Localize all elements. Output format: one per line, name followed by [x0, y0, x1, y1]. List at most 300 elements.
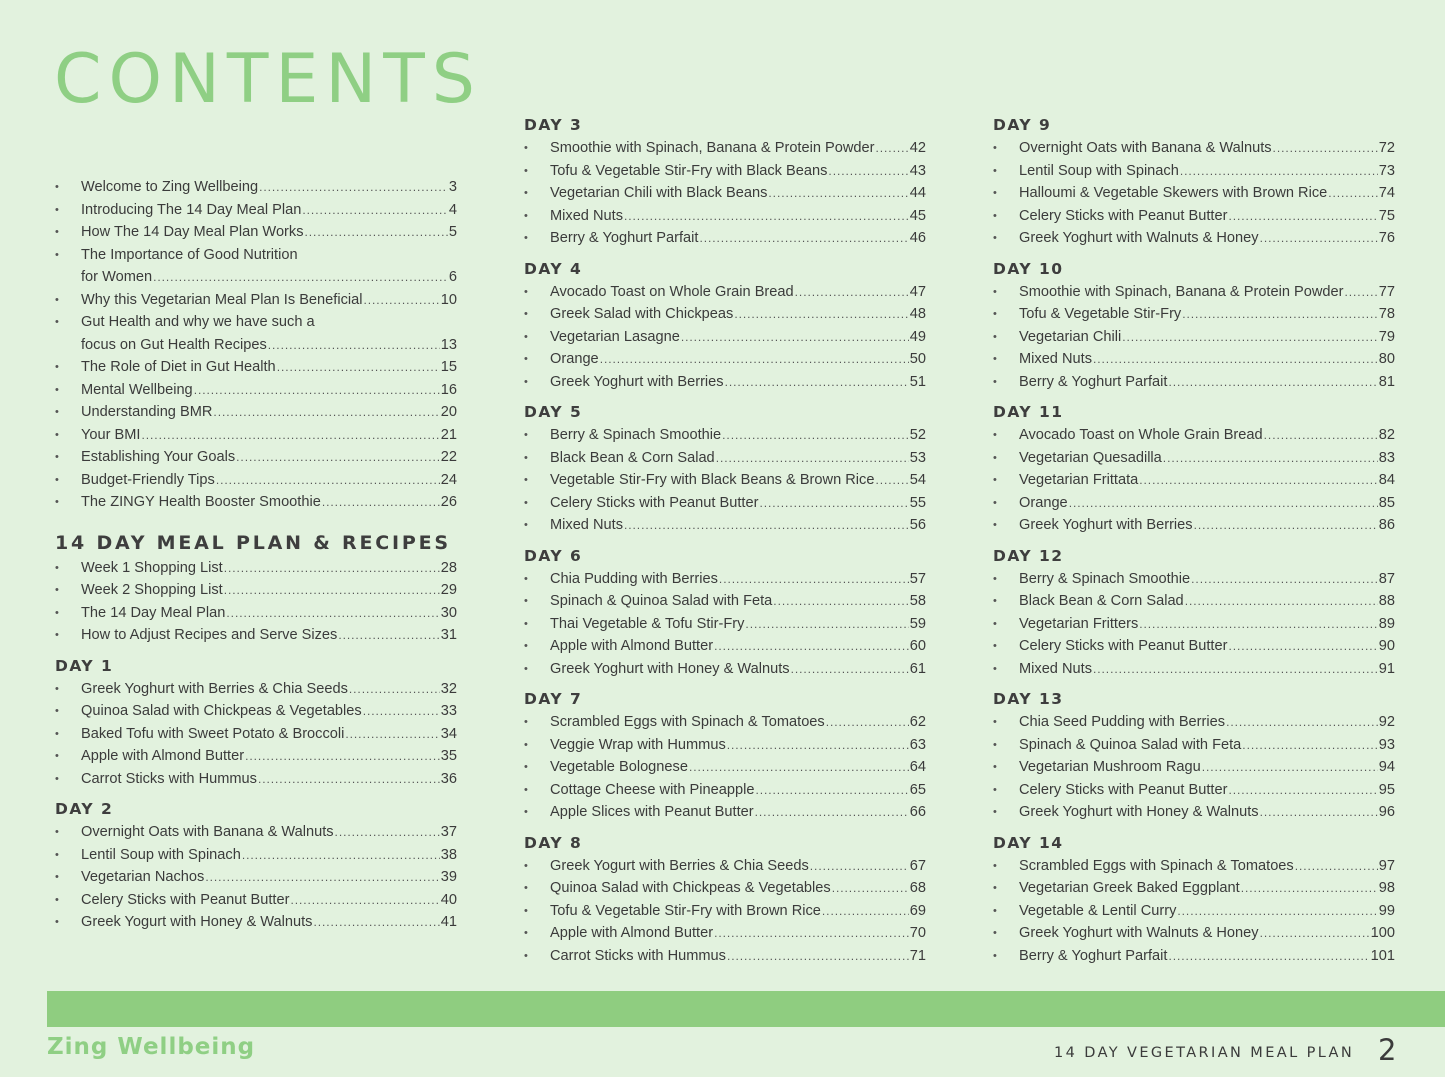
dot-leader — [714, 922, 909, 945]
day-recipe-list — [524, 424, 926, 537]
toc-entry-page: 24 — [440, 471, 457, 488]
toc-entry-label: • Scrambled Eggs with Spinach & Tomatoes — [550, 714, 825, 730]
toc-entry-page: 68 — [909, 880, 926, 896]
toc-entry-page: 39 — [440, 869, 457, 885]
toc-entry — [55, 244, 457, 289]
toc-entry-label: • Quinoa Salad with Chickpeas & Vegetables — [81, 703, 362, 719]
dot-leader — [153, 266, 448, 289]
dot-leader — [1185, 590, 1378, 613]
dot-leader — [699, 227, 908, 250]
dot-leader — [142, 424, 440, 447]
dot-leader — [681, 326, 909, 349]
toc-entry — [993, 922, 1395, 945]
toc-entry-label: • Greek Yoghurt with Berries & Chia Seeds — [81, 680, 348, 697]
dot-leader — [1202, 756, 1378, 779]
toc-entry — [993, 227, 1395, 250]
dot-leader — [349, 678, 440, 701]
day-heading: DAY 10 — [993, 259, 1064, 278]
toc-entry-page: 51 — [909, 373, 926, 390]
day-heading: DAY 8 — [524, 833, 583, 852]
toc-entry — [55, 821, 457, 844]
day-recipe-list — [55, 678, 457, 791]
toc-entry-label: • Mental Wellbeing — [81, 381, 193, 398]
toc-entry — [993, 424, 1395, 447]
toc-entry — [524, 756, 926, 779]
toc-entry — [524, 658, 926, 681]
toc-entry — [524, 734, 926, 757]
dot-leader — [363, 289, 439, 312]
toc-entry-page: 57 — [909, 570, 926, 587]
toc-entry — [55, 579, 457, 602]
dot-leader — [795, 281, 909, 304]
dot-leader — [1177, 900, 1377, 923]
toc-entry-label: • Greek Yoghurt with Honey & Walnuts — [550, 660, 790, 677]
day-section — [55, 656, 457, 791]
toc-entry — [55, 424, 457, 447]
toc-entry-page: 48 — [909, 306, 926, 322]
toc-entry-label: • The 14 Day Meal Plan — [81, 604, 226, 621]
toc-entry-page: 87 — [1378, 570, 1395, 587]
toc-entry-page: 62 — [909, 714, 926, 730]
dot-leader — [224, 557, 440, 580]
toc-entry-page: 3 — [448, 179, 457, 195]
toc-entry — [993, 182, 1395, 205]
dot-leader — [1273, 137, 1378, 160]
day-heading: DAY 5 — [524, 403, 583, 421]
toc-entry — [55, 289, 457, 312]
toc-entry — [55, 678, 457, 701]
toc-entry-label: • Vegetarian Chili with Black Beans — [550, 185, 768, 201]
toc-entry-label: • Lentil Soup with Spinach — [81, 846, 241, 863]
toc-entry-page: 74 — [1378, 185, 1395, 201]
toc-entry-label: • Vegetarian Fritters — [1019, 615, 1139, 632]
dot-leader — [224, 579, 440, 602]
dot-leader — [832, 877, 909, 900]
toc-entry-page: 89 — [1378, 615, 1395, 632]
day-section — [993, 689, 1395, 824]
toc-entry-label-continued: for Women — [81, 269, 153, 285]
toc-entry-label: • Greek Yoghurt with Walnuts & Honey — [1019, 925, 1259, 941]
dot-leader — [305, 221, 448, 244]
toc-entry-page: 47 — [909, 283, 926, 300]
day-recipe-list — [524, 711, 926, 824]
day-heading: DAY 11 — [993, 403, 1064, 421]
toc-entry — [993, 326, 1395, 349]
toc-entry-page: 59 — [909, 615, 926, 632]
toc-entry-page: 96 — [1378, 804, 1395, 820]
toc-entry — [55, 700, 457, 723]
dot-leader — [1139, 613, 1378, 636]
day-heading: DAY 3 — [524, 116, 583, 134]
toc-entry-label: • Vegetarian Chili — [1019, 328, 1122, 345]
toc-entry — [993, 855, 1395, 878]
toc-entry — [55, 446, 457, 469]
dot-leader — [768, 182, 908, 205]
dot-leader — [216, 469, 440, 492]
toc-entry-label: • The Importance of Good Nutrition — [81, 246, 298, 263]
toc-entry-page: 49 — [909, 328, 926, 345]
toc-entry — [993, 877, 1395, 900]
toc-entry-label: • Avocado Toast on Whole Grain Bread — [1019, 427, 1263, 443]
toc-entry-label: • Orange — [550, 351, 599, 367]
toc-entry — [55, 311, 457, 356]
toc-entry — [55, 624, 457, 647]
dot-leader — [624, 205, 909, 228]
day-heading: DAY 1 — [55, 656, 114, 675]
toc-entry — [524, 635, 926, 658]
toc-entry-label: • Vegetable & Lentil Curry — [1019, 902, 1177, 919]
day-section — [993, 546, 1395, 681]
toc-entry-label: • Apple with Almond Butter — [550, 925, 714, 941]
toc-entry-page: 43 — [909, 162, 926, 179]
toc-entry — [55, 844, 457, 867]
toc-entry-page: 65 — [909, 781, 926, 798]
dot-leader — [1260, 922, 1370, 945]
toc-entry — [55, 176, 457, 199]
toc-entry-label: • Greek Yoghurt with Walnuts & Honey — [1019, 230, 1259, 246]
day-recipe-list — [993, 711, 1395, 824]
day-recipe-list — [993, 424, 1395, 537]
dot-leader — [290, 889, 439, 912]
document-title: 14 DAY VEGETARIAN MEAL PLAN — [1054, 1045, 1355, 1061]
dot-leader — [1182, 303, 1378, 326]
toc-entry — [524, 590, 926, 613]
toc-entry-label: • Vegetarian Quesadilla — [1019, 449, 1162, 466]
toc-entry — [524, 877, 926, 900]
dot-leader — [727, 945, 909, 968]
toc-entry-page: 98 — [1378, 880, 1395, 896]
toc-entry — [993, 756, 1395, 779]
toc-entry-page: 52 — [909, 427, 926, 443]
toc-entry-label: • Greek Yogurt with Berries & Chia Seeds — [550, 857, 809, 874]
toc-entry — [524, 303, 926, 326]
toc-entry-page: 78 — [1378, 306, 1395, 322]
toc-entry-page: 40 — [440, 891, 457, 908]
toc-entry — [55, 356, 457, 379]
day-section — [524, 689, 926, 824]
dot-leader — [600, 348, 909, 371]
toc-entry-label: • Why this Vegetarian Meal Plan Is Beneficial — [81, 291, 363, 308]
toc-entry-page: 36 — [440, 770, 457, 787]
dot-leader — [1228, 635, 1377, 658]
day-heading: DAY 2 — [55, 800, 114, 818]
toc-entry-page: 90 — [1378, 638, 1395, 654]
brand-name: Zing Wellbeing — [47, 1034, 256, 1060]
toc-entry-page: 67 — [909, 857, 926, 874]
toc-entry-page: 93 — [1378, 736, 1395, 753]
toc-entry — [993, 303, 1395, 326]
day-recipe-list — [993, 855, 1395, 968]
toc-entry-page: 86 — [1378, 517, 1395, 533]
dot-leader — [773, 590, 908, 613]
toc-entry-page: 60 — [909, 638, 926, 654]
toc-entry — [524, 945, 926, 968]
toc-entry-label: • Tofu & Vegetable Stir-Fry with Black Beans — [550, 162, 828, 179]
toc-entry-label: • Greek Salad with Chickpeas — [550, 306, 734, 322]
toc-entry-label: • Berry & Yoghurt Parfait — [1019, 947, 1168, 964]
toc-entry-label: • Celery Sticks with Peanut Butter — [550, 494, 759, 511]
toc-entry — [524, 613, 926, 636]
toc-entry-label: • The Role of Diet in Gut Health — [81, 359, 276, 375]
toc-entry — [993, 945, 1395, 968]
dot-leader — [258, 768, 440, 791]
toc-entry-label: • Greek Yogurt with Honey & Walnuts — [81, 914, 313, 930]
toc-entry-label: • Tofu & Vegetable Stir-Fry — [1019, 306, 1182, 322]
day-heading: DAY 7 — [524, 690, 583, 708]
dot-leader — [727, 734, 909, 757]
dot-leader — [322, 491, 440, 514]
day-section — [993, 115, 1395, 250]
dot-leader — [876, 137, 909, 160]
toc-entry — [524, 801, 926, 824]
dot-leader — [245, 745, 440, 768]
toc-entry-label: • How The 14 Day Meal Plan Works — [81, 224, 304, 240]
toc-entry — [55, 602, 457, 625]
dot-leader — [624, 514, 909, 537]
toc-entry-page: 33 — [440, 703, 457, 719]
toc-entry-page: 63 — [909, 736, 926, 753]
toc-entry-page: 26 — [440, 494, 457, 510]
day-section — [524, 546, 926, 681]
footer-bar — [47, 991, 1445, 1027]
toc-entry-label: • Your BMI — [81, 426, 141, 443]
toc-entry-label: • Tofu & Vegetable Stir-Fry with Brown Rice — [550, 902, 821, 919]
toc-entry-page: 79 — [1378, 328, 1395, 345]
toc-entry — [993, 613, 1395, 636]
toc-entry-page: 83 — [1378, 449, 1395, 466]
toc-entry-page: 70 — [909, 925, 926, 941]
toc-entry-label: • Berry & Spinach Smoothie — [1019, 570, 1191, 587]
toc-entry-label: • The ZINGY Health Booster Smoothie — [81, 494, 321, 510]
toc-entry — [993, 371, 1395, 394]
dot-leader — [755, 779, 908, 802]
toc-entry-label: • Black Bean & Corn Salad — [550, 449, 715, 466]
toc-entry-page: 88 — [1378, 593, 1395, 609]
toc-entry-page: 100 — [1370, 925, 1395, 941]
toc-entry-label: • Chia Pudding with Berries — [550, 570, 718, 587]
dot-leader — [828, 160, 908, 183]
toc-entry-page: 66 — [909, 804, 926, 820]
toc-entry — [524, 492, 926, 515]
toc-entry — [993, 137, 1395, 160]
dot-leader — [875, 469, 908, 492]
toc-entry-page: 28 — [440, 559, 457, 576]
dot-leader — [1260, 227, 1378, 250]
toc-entry — [55, 768, 457, 791]
toc-entry-label: • Gut Health and why we have such a — [81, 314, 315, 330]
toc-entry-label: • Apple with Almond Butter — [550, 638, 714, 654]
day-recipe-list — [993, 281, 1395, 394]
day-recipe-list — [993, 137, 1395, 250]
toc-entry-page: 55 — [909, 494, 926, 511]
dot-leader — [759, 492, 908, 515]
day-section — [524, 115, 926, 250]
toc-entry — [993, 734, 1395, 757]
dot-leader — [313, 911, 439, 934]
day-section — [993, 259, 1395, 394]
toc-entry — [55, 557, 457, 580]
dot-leader — [1228, 779, 1377, 802]
toc-entry — [993, 658, 1395, 681]
toc-entry — [524, 900, 926, 923]
toc-entry — [55, 889, 457, 912]
toc-entry-page: 97 — [1378, 857, 1395, 874]
dot-leader — [1191, 568, 1378, 591]
toc-entry-label: • Smoothie with Spinach, Banana & Protein Powder — [1019, 283, 1344, 300]
toc-entry — [993, 711, 1395, 734]
day-heading: DAY 6 — [524, 546, 583, 565]
toc-entry — [524, 855, 926, 878]
day-section — [524, 833, 926, 968]
toc-entry-label: • Vegetarian Greek Baked Eggplant — [1019, 880, 1240, 896]
dot-leader — [689, 756, 909, 779]
dot-leader — [1241, 877, 1378, 900]
contents-column-3 — [993, 115, 1395, 976]
toc-entry-label: • Mixed Nuts — [1019, 351, 1092, 367]
day-heading: DAY 4 — [524, 259, 583, 278]
day-heading: DAY 14 — [993, 833, 1064, 852]
toc-entry-label: • Spinach & Quinoa Salad with Feta — [1019, 736, 1242, 753]
toc-entry-label: • Greek Yoghurt with Berries — [550, 373, 724, 390]
toc-entry-page: 61 — [909, 660, 926, 677]
toc-entry-page: 16 — [440, 381, 457, 398]
toc-entry-page: 54 — [909, 472, 926, 488]
toc-entry-label: • Berry & Spinach Smoothie — [550, 427, 722, 443]
toc-entry — [524, 205, 926, 228]
toc-entry-page: 76 — [1378, 230, 1395, 246]
toc-entry-page: 46 — [909, 230, 926, 246]
toc-entry — [524, 779, 926, 802]
toc-entry-page: 31 — [440, 627, 457, 643]
toc-entry — [993, 160, 1395, 183]
dot-leader — [205, 866, 439, 889]
dot-leader — [1069, 492, 1378, 515]
dot-leader — [242, 844, 440, 867]
toc-entry-label: • Mixed Nuts — [1019, 660, 1092, 677]
toc-entry-page: 53 — [909, 449, 926, 466]
toc-entry-page: 29 — [440, 582, 457, 598]
toc-entry-page: 15 — [440, 359, 457, 375]
toc-entry — [524, 447, 926, 470]
toc-entry — [55, 745, 457, 768]
toc-entry — [993, 900, 1395, 923]
toc-entry-label: • Vegetable Stir-Fry with Black Beans & Brown Rice — [550, 472, 875, 488]
toc-entry-page: 10 — [440, 291, 457, 308]
toc-entry-page: 34 — [440, 725, 457, 742]
toc-entry-label: • Carrot Sticks with Hummus — [550, 947, 726, 964]
toc-entry-page: 42 — [909, 140, 926, 156]
toc-entry-label: • How to Adjust Recipes and Serve Sizes — [81, 627, 338, 643]
day-recipe-list — [524, 281, 926, 394]
toc-entry-label: • Mixed Nuts — [550, 207, 623, 224]
day-recipe-list — [55, 821, 457, 934]
toc-entry-page: 80 — [1378, 351, 1395, 367]
toc-entry-label: • Chia Seed Pudding with Berries — [1019, 714, 1226, 730]
dot-leader — [716, 447, 909, 470]
toc-entry-page: 38 — [440, 846, 457, 863]
dot-leader — [826, 711, 909, 734]
toc-entry-label: • Celery Sticks with Peanut Butter — [81, 891, 290, 908]
day-section — [993, 402, 1395, 537]
toc-entry — [993, 779, 1395, 802]
dot-leader — [1226, 711, 1378, 734]
toc-entry-label: • Celery Sticks with Peanut Butter — [1019, 207, 1228, 224]
dot-leader — [745, 613, 908, 636]
toc-entry-page: 50 — [909, 351, 926, 367]
toc-entry — [993, 447, 1395, 470]
toc-entry-page: 82 — [1378, 427, 1395, 443]
dot-leader — [1168, 371, 1377, 394]
toc-entry — [55, 199, 457, 222]
dot-leader — [822, 900, 909, 923]
dot-leader — [1122, 326, 1378, 349]
toc-entry — [524, 514, 926, 537]
toc-entry-label: • Black Bean & Corn Salad — [1019, 593, 1184, 609]
toc-entry — [524, 469, 926, 492]
dot-leader — [259, 176, 448, 199]
day-section — [55, 799, 457, 934]
toc-entry-label: • Avocado Toast on Whole Grain Bread — [550, 283, 794, 300]
toc-entry-page: 92 — [1378, 714, 1395, 730]
toc-entry — [524, 371, 926, 394]
toc-entry-label: • Apple with Almond Butter — [81, 748, 245, 764]
toc-entry-page: 91 — [1378, 660, 1395, 677]
toc-entry-page: 4 — [448, 201, 457, 218]
toc-entry-label: • Lentil Soup with Spinach — [1019, 162, 1179, 179]
toc-entry-label-continued: focus on Gut Health Recipes — [81, 336, 267, 353]
toc-entry-page: 81 — [1378, 373, 1395, 390]
dot-leader — [213, 401, 439, 424]
toc-entry — [524, 227, 926, 250]
contents-column-1 — [55, 176, 457, 943]
toc-entry — [55, 723, 457, 746]
toc-entry — [524, 568, 926, 591]
dot-leader — [1264, 424, 1378, 447]
dot-leader — [755, 801, 909, 824]
dot-leader — [719, 568, 909, 591]
day-section — [524, 402, 926, 537]
toc-entry-page: 77 — [1378, 283, 1395, 300]
toc-entry-label: • Introducing The 14 Day Meal Plan — [81, 201, 302, 218]
dot-leader — [1093, 348, 1378, 371]
dot-leader — [338, 624, 439, 647]
toc-entry-page: 5 — [448, 224, 457, 240]
toc-entry-page: 73 — [1378, 162, 1395, 179]
toc-entry — [524, 922, 926, 945]
toc-entry-label: • Veggie Wrap with Hummus — [550, 736, 726, 753]
toc-entry-page: 84 — [1378, 472, 1395, 488]
dot-leader — [236, 446, 440, 469]
toc-entry — [993, 348, 1395, 371]
toc-entry — [524, 281, 926, 304]
toc-entry — [993, 281, 1395, 304]
toc-entry-page: 85 — [1378, 494, 1395, 511]
toc-entry-page: 6 — [448, 269, 457, 285]
meal-plan-section-title: 14 DAY MEAL PLAN & RECIPES — [55, 531, 451, 554]
toc-entry-page: 75 — [1378, 207, 1395, 224]
day-recipe-list — [524, 855, 926, 968]
day-heading: DAY 13 — [993, 690, 1064, 708]
meal-plan-list — [55, 557, 457, 647]
toc-entry-label: • Budget-Friendly Tips — [81, 471, 215, 488]
toc-entry-label: • Halloumi & Vegetable Skewers with Brown Rice — [1019, 185, 1328, 201]
toc-entry-page: 101 — [1370, 947, 1395, 964]
toc-entry — [55, 911, 457, 934]
toc-entry-page: 30 — [440, 604, 457, 621]
toc-entry-label: • Vegetable Bolognese — [550, 759, 688, 775]
dot-leader — [734, 303, 908, 326]
page-title: CONTENTS — [54, 40, 482, 119]
